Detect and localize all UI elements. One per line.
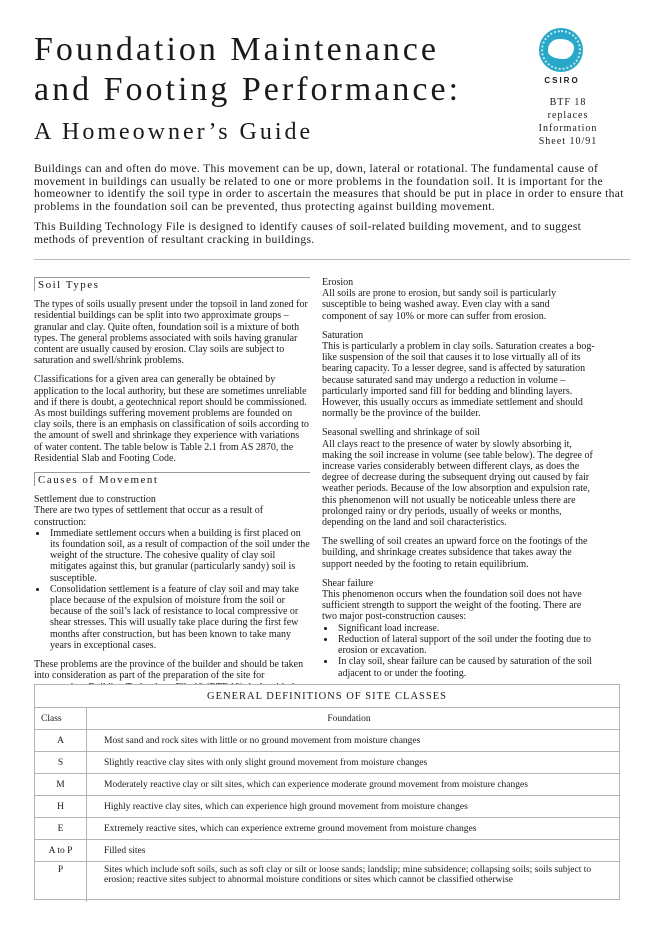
- settlement-intro: There are two types of settlement that occur as a result of construction:: [34, 505, 264, 528]
- list-item: • In clay soil, shear failure can be caused by saturation of the soil adjacent to or under the footing.: [336, 656, 596, 678]
- class-cell: A to P: [35, 840, 87, 862]
- class-cell: H: [35, 796, 87, 818]
- settlement-list: [34, 528, 310, 651]
- btf-number: BTF 18: [549, 97, 587, 108]
- causes-heading: Causes of Movement: [34, 472, 310, 486]
- csiro-logo: [539, 28, 585, 85]
- saturation-heading: Saturation: [322, 329, 364, 341]
- class-cell: M: [35, 774, 87, 796]
- table-row: [35, 862, 619, 903]
- foundation-cell: Sites which include soft soils, such as soft clay or silt or loose sands; landslip; mine subsidence; collapsing soils; soils subject to erosion; reactive sites subject to abnormal moisture conditions or sites which cannot be classified otherwise: [104, 865, 592, 885]
- foundation-cell: Moderately reactive clay or silt sites, which can experience moderate ground movement from moisture changes: [87, 774, 620, 796]
- seasonal-paragraph-2: The swelling of soil creates an upward force on the footings of the building, and shrinkage creates subsidence that takes away the support needed by the footing to retain equilibrium.: [322, 536, 588, 570]
- intro-section: [34, 163, 624, 255]
- class-cell: E: [35, 818, 87, 840]
- right-column: [322, 277, 596, 687]
- title-line-1: Foundation Maintenance: [34, 31, 439, 68]
- list-item: • Immediate settlement occurs when a building is first placed on its foundation soil, as a result of compaction of the soil under the weight of the structure. The cohesive quality of clay soil mitigates against this, but granular (particularly sandy) soil is susceptible.: [48, 528, 310, 584]
- logo-text: CSIRO: [544, 76, 580, 85]
- class-cell: P: [35, 862, 87, 903]
- table-row: [35, 818, 619, 840]
- csiro-logo-icon: [539, 28, 583, 72]
- soil-types-heading: Soil Types: [34, 277, 310, 291]
- settlement-heading: Settlement due to construction: [34, 494, 156, 506]
- list-item: • Significant load increase.: [336, 623, 596, 634]
- title-line-2: and Footing Performance:: [34, 71, 462, 108]
- foundation-cell: Slightly reactive clay sites with only slight ground movement from moisture changes: [87, 752, 620, 774]
- table-row: [35, 774, 619, 796]
- table-row: [35, 840, 619, 862]
- shear-paragraph: This phenomenon occurs when the foundation soil does not have sufficient strength to support the weight of the footing. There are two major post-construction causes:: [322, 589, 582, 623]
- foundation-cell: Extremely reactive sites, which can experience extreme ground movement from moisture changes: [87, 818, 620, 840]
- saturation-paragraph: This is particularly a problem in clay soils. Saturation creates a bog-like suspension of the soil that causes it to lose virtually all of its bearing capacity. To a lesser degree, sand is affected by saturation because saturated sand may undergo a reduction in volume – particularly imported sand fill for bedding and blinding layers. However, this usually occurs as immediate settlement and should normally be the province of the builder.: [322, 341, 595, 420]
- table-row: [35, 730, 619, 752]
- table-row: [35, 796, 619, 818]
- site-classes-table: [34, 684, 620, 900]
- table-header-row: [35, 708, 619, 730]
- column-header-foundation: Foundation: [87, 708, 620, 730]
- left-column: [34, 277, 310, 712]
- intro-paragraph-2: This Building Technology File is designed to identify causes of soil-related building movement, and to suggest methods of prevention of resultant cracking in buildings.: [34, 220, 582, 246]
- list-item: • Consolidation settlement is a feature of clay soil and may take place because of the expulsion of moisture from the soil or because of the soil’s lack of resistance to local compressive or shear stresses. This will usually take place during the first few months after construction, but has been known to take many years in exceptional cases.: [48, 584, 310, 651]
- seasonal-paragraph-1: All clays react to the presence of water by slowly absorbing it, making the soil increase in volume (see table below). The degree of increase varies considerably between different clays, as does the degree of decrease during the subsequent drying out caused by fair weather periods. Because of the low absorption and expulsion rate, this phenomenon will not usually be noticeable unless there are prolonged rainy or dry periods, usually of weeks or months, depending on the land and soil characteristics.: [322, 438, 593, 529]
- seasonal-heading: Seasonal swelling and shrinkage of soil: [322, 427, 481, 439]
- definitions-table: [35, 708, 619, 902]
- settlement-paragraph: These problems are the province of the builder and should be taken into consideration as part of the preparation of the site for: [34, 659, 304, 682]
- class-cell: A: [35, 730, 87, 752]
- soil-types-paragraph-2: Classifications for a given area can generally be obtained by application to the local authority, but these are sometimes unreliable and if there is doubt, a geotechnical report should be commissioned. As most buildings suffering movement problems are founded on clay soils, there is an emphasis on classification of soils according to the amount of swell and shrinkage they experience with variations of water content. The table below is Table 2.1 from AS 2870, the Residential Slab and Footing Code.: [34, 374, 309, 464]
- erosion-heading: Erosion: [322, 277, 354, 288]
- document-title: [34, 30, 514, 152]
- btf-replaces: replaces: [547, 110, 589, 121]
- erosion-paragraph: All soils are prone to erosion, but sandy soil is particularly susceptible to being washed away. Even clay with a sand component of say 10% or more can suffer from erosion.: [322, 288, 557, 322]
- foundation-cell: Highly reactive clay sites, which can experience high ground movement from moisture changes: [87, 796, 620, 818]
- foundation-cell: Filled sites: [87, 840, 620, 862]
- table-title: GENERAL DEFINITIONS OF SITE CLASSES: [35, 685, 619, 708]
- column-header-class: Class: [35, 708, 87, 730]
- list-item: • Reduction of lateral support of the soil under the footing due to erosion or excavation.: [336, 634, 596, 656]
- btf-information: Information: [538, 123, 598, 134]
- section-divider: [34, 259, 630, 260]
- intro-paragraph-1: Buildings can and often do move. This movement can be up, down, lateral or rotational. The fundamental cause of movement in buildings can usually be related to one or more problems in the foundation soil. It is important for the homeowner to identify the soil type in order to ascertain the measures that should be put in place in order to ensure that problems in the foundation soil can be prevented, thus protecting against building movement.: [34, 162, 624, 213]
- document-subtitle: A Homeowner’s Guide: [34, 119, 314, 145]
- table-row: [35, 752, 619, 774]
- soil-types-paragraph-1: The types of soils usually present under the topsoil in land zoned for residential buildings can be split into two approximate groups – granular and clay. Quite often, foundation soil is a mixture of both types. The general problems associated with soils having granular content are usually caused by erosion. Clay soils are subject to saturation and swell/shrink problems.: [34, 299, 308, 367]
- foundation-cell: Most sand and rock sites with little or no ground movement from moisture changes: [87, 730, 620, 752]
- shear-heading: Shear failure: [322, 577, 374, 589]
- btf-reference: [520, 96, 616, 148]
- btf-sheet: Sheet 10/91: [538, 136, 598, 147]
- class-cell: S: [35, 752, 87, 774]
- shear-list: [322, 623, 596, 679]
